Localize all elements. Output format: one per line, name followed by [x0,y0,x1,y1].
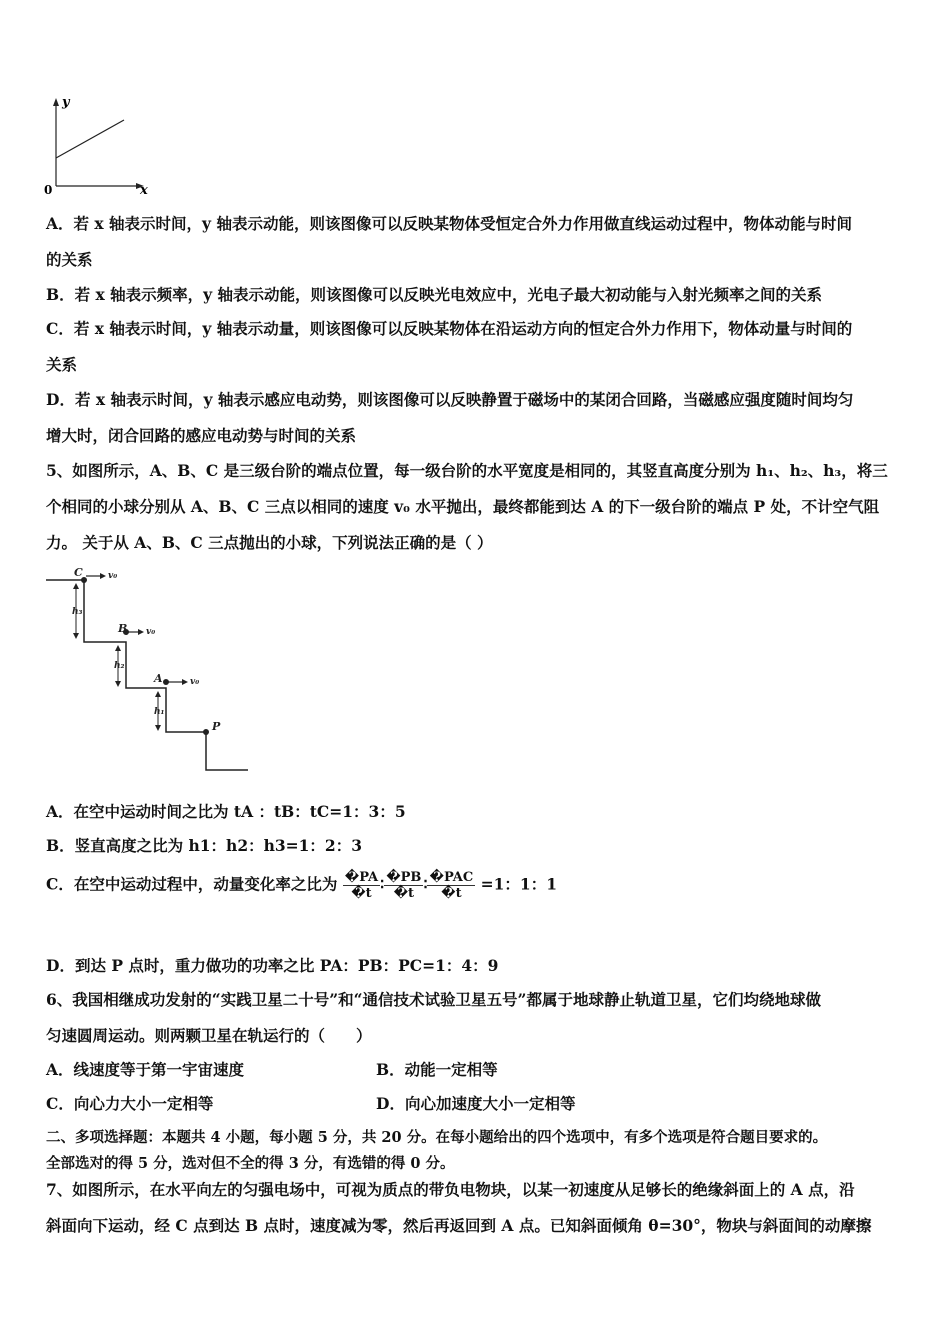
height-arrowhead-h2-top [115,645,121,651]
ratio-sep-2: ∶ [423,874,428,894]
graph-line [56,120,124,158]
label-point-c: C [74,566,83,579]
q5-stem-line3: 力。 关于从 A、B、C 三点抛出的小球，下列说法正确的是（ ） [46,533,493,552]
section2-heading-line2: 全部选对的得 5 分，选对但不全的得 3 分，有选错的得 0 分。 [46,1155,455,1172]
section2-heading-line1: 二、多项选择题：本题共 4 小题，每小题 5 分，共 20 分。在每小题给出的四个选项中，有多个选项是符合题目要求的。 [46,1129,828,1146]
fraction-pa [343,870,380,901]
label-v0-b: v₀ [146,627,156,637]
label-point-a: A [154,672,163,685]
label-v0-c: v₀ [108,571,118,581]
fraction-pac-den: �t [441,886,462,901]
q6-option-c: C．向心力大小一定相等 [46,1094,214,1113]
q4-option-b: B．若 x 轴表示频率，y 轴表示动能，则该图像可以反映光电效应中，光电子最大初动能与入射光频率之间的关系 [46,285,823,304]
q6-stem-line2: 匀速圆周运动。则两颗卫星在轨运行的（ ） [46,1026,372,1045]
q4-option-c-line1: C．若 x 轴表示时间，y 轴表示动量，则该图像可以反映某物体在沿运动方向的恒定合外力作用下，物体动量与时间的 [46,319,853,338]
y-axis-label: y [62,95,70,110]
q7-stem-line1: 7、如图所示，在水平向左的匀强电场中，可视为质点的带负电物块，以某一初速度从足够长的绝缘斜面上的 A 点，沿 [46,1180,855,1199]
q4-option-a-line1: A．若 x 轴表示时间，y 轴表示动能，则该图像可以反映某物体受恒定合外力作用做直线运动过程中，物体动能与时间 [46,214,852,233]
fraction-pb-num: �PB [386,870,422,885]
q4-option-d-line2: 增大时，闭合回路的感应电动势与时间的关系 [46,426,357,445]
height-arrowhead-h2-bottom [115,681,121,687]
label-v0-a: v₀ [190,677,200,687]
origin-label: 0 [44,183,53,197]
label-h1: h₁ [154,707,165,717]
height-arrowhead-h1-top [155,691,161,697]
q6-option-b: B．动能一定相等 [376,1060,498,1079]
q5-option-b: B．竖直高度之比为 h1：h2：h3=1：2：3 [46,836,363,855]
height-arrowhead-h1-bottom [155,725,161,731]
q4-option-a-line2: 的关系 [46,250,93,269]
q6-option-a: A．线速度等于第一宇宙速度 [46,1060,245,1079]
label-point-b: B [118,622,128,635]
linear-graph-figure [40,94,160,198]
x-axis-label: x [140,183,148,198]
q6-stem-line1: 6、我国相继成功发射的“实践卫星二十号”和“通信技术试验卫星五号”都属于地球静止轨道卫星，它们均绕地球做 [46,990,821,1009]
velocity-arrowhead-c [100,573,106,579]
label-h2: h₂ [114,661,125,671]
q6-option-d: D．向心加速度大小一定相等 [376,1094,576,1113]
fraction-pb [384,870,423,901]
q4-option-c-line2: 关系 [46,355,78,374]
q5-stem-line2: 个相同的小球分别从 A、B、C 三点以相同的速度 v₀ 水平抛出，最终都能到达 A 的下一级台阶的端点 P 处，不计空气阻 [46,497,880,516]
fraction-pac [427,870,475,901]
velocity-arrowhead-a [182,679,188,685]
y-axis-arrow [53,98,59,106]
velocity-arrowhead-b [138,629,144,635]
fraction-pac-num: �PAC [429,870,474,885]
stairs-figure [40,562,260,778]
fraction-pa-num: �PA [344,870,379,885]
q5-stem-line1: 5、如图所示，A、B、C 是三级台阶的端点位置，每一级台阶的水平宽度是相同的，其竖直高度分别为 h₁、h₂、h₃，将三 [46,461,888,480]
q5-option-c-prefix: C．在空中运动过程中，动量变化率之比为 [46,874,338,894]
fraction-pb-den: �t [393,886,415,901]
point-p-dot [203,729,209,735]
label-point-p: P [212,720,221,733]
q4-option-d-line1: D．若 x 轴表示时间，y 轴表示感应电动势，则该图像可以反映静置于磁场中的某闭合回路，当磁感应强度随时间均匀 [46,390,854,409]
fraction-pa-den: �t [351,886,372,901]
label-h3: h₃ [72,607,83,617]
q7-stem-line2: 斜面向下运动，经 C 点到达 B 点时，速度减为零，然后再返回到 A 点。已知斜面倾角 θ=30°，物块与斜面间的动摩擦 [46,1216,872,1235]
q5-option-a: A．在空中运动时间之比为 tA ：tB：tC=1：3：5 [46,802,406,821]
q5-option-d: D．到达 P 点时，重力做功的功率之比 PA：PB：PC=1：4：9 [46,956,499,975]
q5-option-c [46,870,557,901]
height-arrowhead-h3-top [73,583,79,589]
q5-option-c-suffix: =1：1：1 [480,874,557,894]
ratio-sep-1: ∶ [380,874,385,894]
height-arrowhead-h3-bottom [73,633,79,639]
